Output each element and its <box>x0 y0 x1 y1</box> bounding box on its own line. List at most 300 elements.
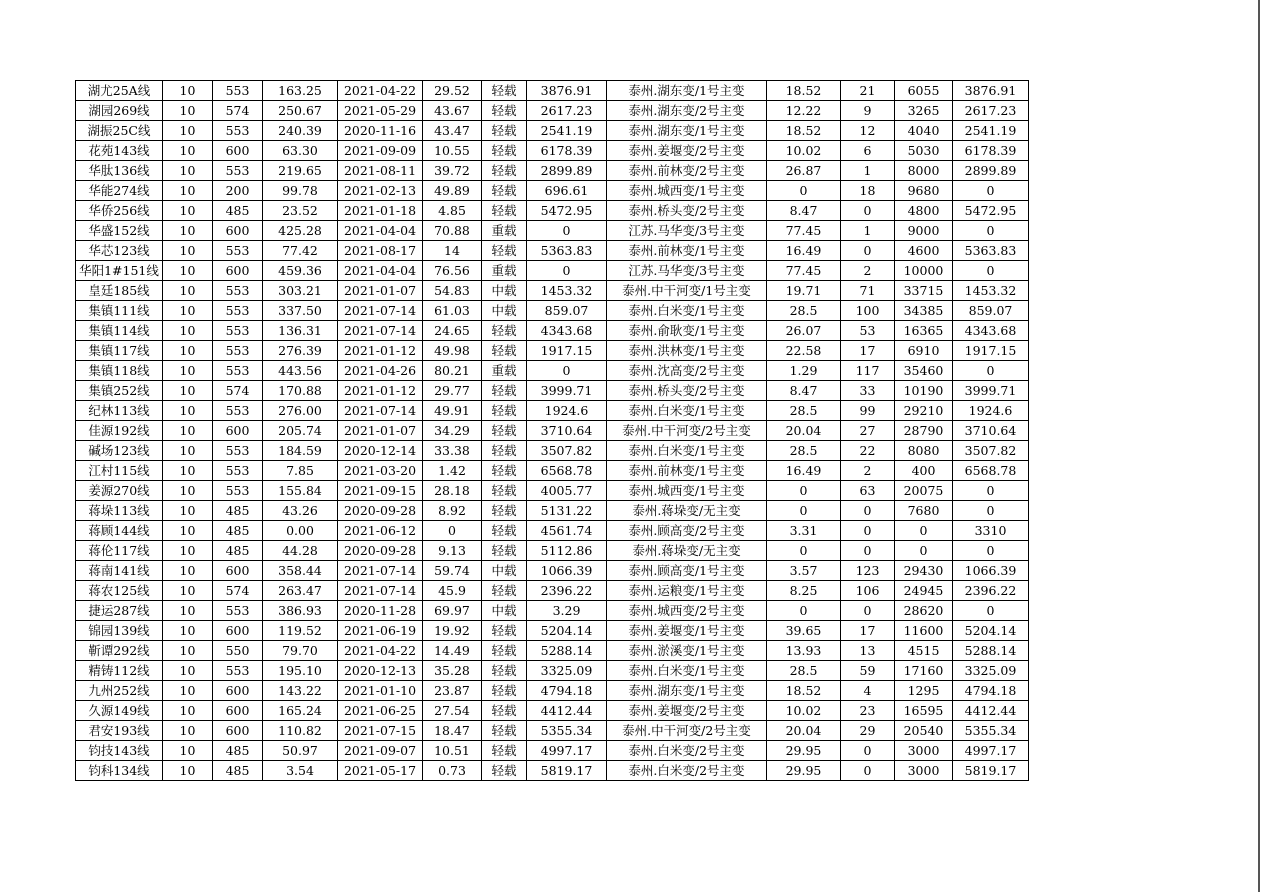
cell-margin: 5131.22 <box>527 501 607 521</box>
cell-load-status: 重载 <box>482 221 527 241</box>
table-row <box>76 101 1029 121</box>
cell-load-status: 轻载 <box>482 521 527 541</box>
cell-voltage: 10 <box>163 501 213 521</box>
cell-current: 77.42 <box>263 241 338 261</box>
cell-rated-current: 553 <box>213 321 263 341</box>
cell-users: 1 <box>841 161 895 181</box>
cell-available: 4794.18 <box>953 681 1029 701</box>
cell-voltage: 10 <box>163 401 213 421</box>
cell-users: 0 <box>841 521 895 541</box>
cell-load-status: 重载 <box>482 361 527 381</box>
cell-load-status: 轻载 <box>482 701 527 721</box>
cell-load-status: 中载 <box>482 301 527 321</box>
cell-substation: 泰州.姜堰变/1号主变 <box>607 621 767 641</box>
cell-capacity: 3265 <box>895 101 953 121</box>
cell-users: 99 <box>841 401 895 421</box>
cell-current: 0.00 <box>263 521 338 541</box>
cell-load-rate: 23.87 <box>423 681 482 701</box>
cell-load-status: 轻载 <box>482 541 527 561</box>
cell-rated-current: 600 <box>213 141 263 161</box>
table-row <box>76 581 1029 601</box>
cell-date: 2021-04-04 <box>338 221 423 241</box>
cell-margin: 4005.77 <box>527 481 607 501</box>
cell-transformer-load: 0 <box>767 501 841 521</box>
cell-load-rate: 14 <box>423 241 482 261</box>
cell-rated-current: 485 <box>213 541 263 561</box>
cell-line-name: 捷运287线 <box>76 601 163 621</box>
cell-transformer-load: 39.65 <box>767 621 841 641</box>
cell-load-rate: 76.56 <box>423 261 482 281</box>
cell-voltage: 10 <box>163 741 213 761</box>
cell-voltage: 10 <box>163 461 213 481</box>
cell-voltage: 10 <box>163 621 213 641</box>
cell-capacity: 4515 <box>895 641 953 661</box>
cell-voltage: 10 <box>163 281 213 301</box>
cell-available: 6178.39 <box>953 141 1029 161</box>
cell-margin: 859.07 <box>527 301 607 321</box>
cell-rated-current: 600 <box>213 261 263 281</box>
cell-load-status: 轻载 <box>482 721 527 741</box>
cell-rated-current: 574 <box>213 381 263 401</box>
cell-substation: 泰州.白米变/1号主变 <box>607 441 767 461</box>
cell-current: 143.22 <box>263 681 338 701</box>
cell-load-status: 轻载 <box>482 121 527 141</box>
cell-voltage: 10 <box>163 681 213 701</box>
cell-voltage: 10 <box>163 341 213 361</box>
cell-line-name: 钧技143线 <box>76 741 163 761</box>
cell-available: 0 <box>953 541 1029 561</box>
cell-capacity: 29210 <box>895 401 953 421</box>
cell-users: 0 <box>841 541 895 561</box>
table-row <box>76 681 1029 701</box>
cell-capacity: 1295 <box>895 681 953 701</box>
cell-margin: 1066.39 <box>527 561 607 581</box>
cell-margin: 3325.09 <box>527 661 607 681</box>
cell-substation: 泰州.城西变/1号主变 <box>607 481 767 501</box>
page-edge-line <box>1258 0 1260 892</box>
cell-capacity: 16365 <box>895 321 953 341</box>
cell-margin: 4794.18 <box>527 681 607 701</box>
cell-load-status: 轻载 <box>482 341 527 361</box>
cell-substation: 泰州.姜堰变/2号主变 <box>607 701 767 721</box>
cell-line-name: 集镇117线 <box>76 341 163 361</box>
cell-line-name: 蒋顾144线 <box>76 521 163 541</box>
cell-voltage: 10 <box>163 321 213 341</box>
table-row <box>76 481 1029 501</box>
cell-transformer-load: 29.95 <box>767 741 841 761</box>
cell-transformer-load: 19.71 <box>767 281 841 301</box>
cell-capacity: 4600 <box>895 241 953 261</box>
cell-voltage: 10 <box>163 261 213 281</box>
table-row <box>76 501 1029 521</box>
cell-margin: 2617.23 <box>527 101 607 121</box>
cell-load-rate: 29.52 <box>423 81 482 101</box>
cell-rated-current: 600 <box>213 621 263 641</box>
cell-current: 136.31 <box>263 321 338 341</box>
cell-transformer-load: 18.52 <box>767 121 841 141</box>
cell-available: 0 <box>953 181 1029 201</box>
cell-voltage: 10 <box>163 121 213 141</box>
cell-line-name: 湖尤25A线 <box>76 81 163 101</box>
cell-substation: 江苏.马华变/3号主变 <box>607 221 767 241</box>
cell-date: 2021-07-14 <box>338 321 423 341</box>
cell-load-status: 轻载 <box>482 401 527 421</box>
cell-rated-current: 553 <box>213 301 263 321</box>
cell-users: 100 <box>841 301 895 321</box>
cell-capacity: 29430 <box>895 561 953 581</box>
cell-users: 13 <box>841 641 895 661</box>
cell-capacity: 16595 <box>895 701 953 721</box>
cell-rated-current: 600 <box>213 421 263 441</box>
table-row <box>76 241 1029 261</box>
cell-users: 33 <box>841 381 895 401</box>
cell-date: 2021-04-22 <box>338 81 423 101</box>
cell-line-name: 蒋伦117线 <box>76 541 163 561</box>
cell-available: 0 <box>953 601 1029 621</box>
cell-substation: 泰州.白米变/1号主变 <box>607 661 767 681</box>
table-row <box>76 741 1029 761</box>
cell-available: 2541.19 <box>953 121 1029 141</box>
cell-current: 44.28 <box>263 541 338 561</box>
cell-users: 123 <box>841 561 895 581</box>
cell-substation: 江苏.马华变/3号主变 <box>607 261 767 281</box>
cell-load-status: 轻载 <box>482 321 527 341</box>
cell-line-name: 湖园269线 <box>76 101 163 121</box>
cell-current: 195.10 <box>263 661 338 681</box>
cell-date: 2021-01-12 <box>338 341 423 361</box>
cell-rated-current: 553 <box>213 81 263 101</box>
table-row <box>76 201 1029 221</box>
cell-substation: 泰州.前林变/1号主变 <box>607 461 767 481</box>
cell-available: 5288.14 <box>953 641 1029 661</box>
cell-current: 50.97 <box>263 741 338 761</box>
cell-date: 2021-08-17 <box>338 241 423 261</box>
cell-substation: 泰州.白米变/2号主变 <box>607 741 767 761</box>
cell-capacity: 3000 <box>895 741 953 761</box>
cell-line-name: 集镇114线 <box>76 321 163 341</box>
cell-margin: 5819.17 <box>527 761 607 781</box>
cell-current: 119.52 <box>263 621 338 641</box>
cell-line-name: 华盛152线 <box>76 221 163 241</box>
cell-rated-current: 553 <box>213 401 263 421</box>
table-row <box>76 421 1029 441</box>
cell-users: 0 <box>841 761 895 781</box>
cell-voltage: 10 <box>163 481 213 501</box>
cell-current: 43.26 <box>263 501 338 521</box>
cell-current: 110.82 <box>263 721 338 741</box>
cell-rated-current: 553 <box>213 361 263 381</box>
cell-current: 303.21 <box>263 281 338 301</box>
cell-available: 2899.89 <box>953 161 1029 181</box>
table-row <box>76 301 1029 321</box>
cell-available: 859.07 <box>953 301 1029 321</box>
cell-load-status: 轻载 <box>482 101 527 121</box>
cell-voltage: 10 <box>163 101 213 121</box>
cell-transformer-load: 3.31 <box>767 521 841 541</box>
cell-transformer-load: 77.45 <box>767 221 841 241</box>
cell-date: 2021-07-14 <box>338 561 423 581</box>
cell-available: 4412.44 <box>953 701 1029 721</box>
cell-date: 2021-09-07 <box>338 741 423 761</box>
cell-rated-current: 553 <box>213 121 263 141</box>
cell-voltage: 10 <box>163 601 213 621</box>
cell-available: 0 <box>953 261 1029 281</box>
cell-transformer-load: 0 <box>767 481 841 501</box>
cell-available: 5819.17 <box>953 761 1029 781</box>
cell-date: 2021-08-11 <box>338 161 423 181</box>
cell-users: 27 <box>841 421 895 441</box>
cell-line-name: 集镇111线 <box>76 301 163 321</box>
cell-load-rate: 70.88 <box>423 221 482 241</box>
cell-transformer-load: 77.45 <box>767 261 841 281</box>
cell-load-rate: 24.65 <box>423 321 482 341</box>
table-row <box>76 721 1029 741</box>
cell-substation: 泰州.洪林变/1号主变 <box>607 341 767 361</box>
cell-current: 443.56 <box>263 361 338 381</box>
cell-substation: 泰州.中干河变/1号主变 <box>607 281 767 301</box>
cell-load-rate: 9.13 <box>423 541 482 561</box>
cell-load-rate: 28.18 <box>423 481 482 501</box>
cell-load-rate: 59.74 <box>423 561 482 581</box>
cell-available: 1066.39 <box>953 561 1029 581</box>
cell-load-status: 轻载 <box>482 741 527 761</box>
cell-date: 2021-09-15 <box>338 481 423 501</box>
cell-available: 6568.78 <box>953 461 1029 481</box>
cell-users: 0 <box>841 501 895 521</box>
cell-load-rate: 14.49 <box>423 641 482 661</box>
cell-margin: 2396.22 <box>527 581 607 601</box>
cell-rated-current: 485 <box>213 521 263 541</box>
cell-rated-current: 553 <box>213 281 263 301</box>
cell-current: 358.44 <box>263 561 338 581</box>
cell-load-rate: 43.47 <box>423 121 482 141</box>
cell-users: 6 <box>841 141 895 161</box>
cell-voltage: 10 <box>163 701 213 721</box>
cell-voltage: 10 <box>163 181 213 201</box>
cell-substation: 泰州.姜堰变/2号主变 <box>607 141 767 161</box>
cell-users: 4 <box>841 681 895 701</box>
cell-rated-current: 600 <box>213 721 263 741</box>
cell-users: 9 <box>841 101 895 121</box>
cell-load-status: 轻载 <box>482 381 527 401</box>
cell-current: 163.25 <box>263 81 338 101</box>
cell-users: 71 <box>841 281 895 301</box>
cell-rated-current: 553 <box>213 161 263 181</box>
cell-date: 2021-07-14 <box>338 301 423 321</box>
cell-current: 337.50 <box>263 301 338 321</box>
cell-substation: 泰州.前林变/1号主变 <box>607 241 767 261</box>
cell-capacity: 0 <box>895 541 953 561</box>
cell-users: 59 <box>841 661 895 681</box>
cell-rated-current: 550 <box>213 641 263 661</box>
cell-margin: 5363.83 <box>527 241 607 261</box>
cell-available: 1917.15 <box>953 341 1029 361</box>
cell-users: 17 <box>841 621 895 641</box>
cell-date: 2021-09-09 <box>338 141 423 161</box>
cell-users: 63 <box>841 481 895 501</box>
cell-date: 2021-03-20 <box>338 461 423 481</box>
cell-transformer-load: 20.04 <box>767 421 841 441</box>
cell-voltage: 10 <box>163 521 213 541</box>
cell-load-rate: 29.77 <box>423 381 482 401</box>
cell-current: 205.74 <box>263 421 338 441</box>
cell-current: 250.67 <box>263 101 338 121</box>
cell-line-name: 华阳1#151线 <box>76 261 163 281</box>
cell-margin: 3999.71 <box>527 381 607 401</box>
cell-substation: 泰州.顾高变/2号主变 <box>607 521 767 541</box>
cell-rated-current: 553 <box>213 661 263 681</box>
cell-capacity: 4040 <box>895 121 953 141</box>
cell-capacity: 5030 <box>895 141 953 161</box>
cell-date: 2021-01-07 <box>338 281 423 301</box>
cell-transformer-load: 10.02 <box>767 701 841 721</box>
cell-load-status: 轻载 <box>482 461 527 481</box>
cell-current: 276.00 <box>263 401 338 421</box>
cell-voltage: 10 <box>163 641 213 661</box>
cell-margin: 3876.91 <box>527 81 607 101</box>
cell-transformer-load: 16.49 <box>767 461 841 481</box>
cell-line-name: 皇廷185线 <box>76 281 163 301</box>
table-row <box>76 361 1029 381</box>
cell-load-status: 轻载 <box>482 661 527 681</box>
cell-available: 5363.83 <box>953 241 1029 261</box>
cell-line-name: 集镇252线 <box>76 381 163 401</box>
cell-load-rate: 18.47 <box>423 721 482 741</box>
cell-substation: 泰州.湖东变/1号主变 <box>607 81 767 101</box>
cell-voltage: 10 <box>163 301 213 321</box>
cell-line-name: 君安193线 <box>76 721 163 741</box>
cell-load-rate: 19.92 <box>423 621 482 641</box>
cell-transformer-load: 3.57 <box>767 561 841 581</box>
cell-rated-current: 553 <box>213 341 263 361</box>
cell-date: 2020-11-16 <box>338 121 423 141</box>
cell-current: 3.54 <box>263 761 338 781</box>
cell-available: 4997.17 <box>953 741 1029 761</box>
cell-substation: 泰州.湖东变/1号主变 <box>607 681 767 701</box>
cell-capacity: 0 <box>895 521 953 541</box>
cell-load-rate: 49.98 <box>423 341 482 361</box>
table-row <box>76 701 1029 721</box>
cell-line-name: 华肽136线 <box>76 161 163 181</box>
cell-available: 3310 <box>953 521 1029 541</box>
cell-transformer-load: 1.29 <box>767 361 841 381</box>
cell-voltage: 10 <box>163 201 213 221</box>
cell-available: 0 <box>953 501 1029 521</box>
cell-available: 3710.64 <box>953 421 1029 441</box>
cell-margin: 0 <box>527 261 607 281</box>
cell-voltage: 10 <box>163 81 213 101</box>
cell-available: 0 <box>953 221 1029 241</box>
cell-current: 170.88 <box>263 381 338 401</box>
cell-current: 459.36 <box>263 261 338 281</box>
cell-transformer-load: 20.04 <box>767 721 841 741</box>
cell-rated-current: 574 <box>213 101 263 121</box>
cell-line-name: 花苑143线 <box>76 141 163 161</box>
cell-substation: 泰州.白米变/1号主变 <box>607 301 767 321</box>
cell-load-rate: 4.85 <box>423 201 482 221</box>
table-row <box>76 221 1029 241</box>
cell-current: 155.84 <box>263 481 338 501</box>
cell-line-name: 靳谭292线 <box>76 641 163 661</box>
cell-load-status: 轻载 <box>482 81 527 101</box>
cell-transformer-load: 22.58 <box>767 341 841 361</box>
cell-margin: 4412.44 <box>527 701 607 721</box>
cell-substation: 泰州.城西变/2号主变 <box>607 601 767 621</box>
cell-voltage: 10 <box>163 541 213 561</box>
cell-date: 2020-11-28 <box>338 601 423 621</box>
cell-load-status: 轻载 <box>482 581 527 601</box>
table-row <box>76 601 1029 621</box>
cell-load-rate: 45.9 <box>423 581 482 601</box>
table-row <box>76 281 1029 301</box>
cell-load-status: 轻载 <box>482 641 527 661</box>
cell-users: 0 <box>841 241 895 261</box>
feeder-load-table <box>75 80 1029 781</box>
cell-date: 2021-04-22 <box>338 641 423 661</box>
cell-capacity: 11600 <box>895 621 953 641</box>
cell-load-status: 轻载 <box>482 761 527 781</box>
cell-load-rate: 49.91 <box>423 401 482 421</box>
cell-voltage: 10 <box>163 661 213 681</box>
cell-load-status: 中载 <box>482 561 527 581</box>
cell-margin: 2899.89 <box>527 161 607 181</box>
cell-margin: 3710.64 <box>527 421 607 441</box>
cell-rated-current: 574 <box>213 581 263 601</box>
cell-current: 276.39 <box>263 341 338 361</box>
cell-load-rate: 39.72 <box>423 161 482 181</box>
cell-margin: 6568.78 <box>527 461 607 481</box>
cell-capacity: 28620 <box>895 601 953 621</box>
cell-voltage: 10 <box>163 561 213 581</box>
cell-current: 184.59 <box>263 441 338 461</box>
cell-line-name: 华芯123线 <box>76 241 163 261</box>
cell-margin: 3.29 <box>527 601 607 621</box>
cell-available: 5204.14 <box>953 621 1029 641</box>
cell-rated-current: 553 <box>213 461 263 481</box>
cell-margin: 1917.15 <box>527 341 607 361</box>
table-row <box>76 341 1029 361</box>
cell-capacity: 4800 <box>895 201 953 221</box>
cell-capacity: 6055 <box>895 81 953 101</box>
table-body <box>76 81 1029 781</box>
cell-load-status: 重载 <box>482 261 527 281</box>
cell-users: 21 <box>841 81 895 101</box>
cell-substation: 泰州.湖东变/2号主变 <box>607 101 767 121</box>
cell-line-name: 钧科134线 <box>76 761 163 781</box>
cell-current: 386.93 <box>263 601 338 621</box>
cell-load-status: 轻载 <box>482 181 527 201</box>
cell-load-rate: 54.83 <box>423 281 482 301</box>
cell-capacity: 400 <box>895 461 953 481</box>
cell-date: 2021-07-14 <box>338 401 423 421</box>
cell-load-status: 轻载 <box>482 681 527 701</box>
cell-current: 263.47 <box>263 581 338 601</box>
cell-margin: 4997.17 <box>527 741 607 761</box>
cell-line-name: 湖振25C线 <box>76 121 163 141</box>
cell-current: 240.39 <box>263 121 338 141</box>
cell-capacity: 9680 <box>895 181 953 201</box>
cell-voltage: 10 <box>163 421 213 441</box>
cell-date: 2021-04-26 <box>338 361 423 381</box>
cell-rated-current: 600 <box>213 701 263 721</box>
cell-substation: 泰州.白米变/1号主变 <box>607 401 767 421</box>
cell-transformer-load: 28.5 <box>767 441 841 461</box>
cell-capacity: 9000 <box>895 221 953 241</box>
cell-users: 2 <box>841 261 895 281</box>
cell-current: 63.30 <box>263 141 338 161</box>
cell-rated-current: 553 <box>213 601 263 621</box>
cell-transformer-load: 0 <box>767 541 841 561</box>
